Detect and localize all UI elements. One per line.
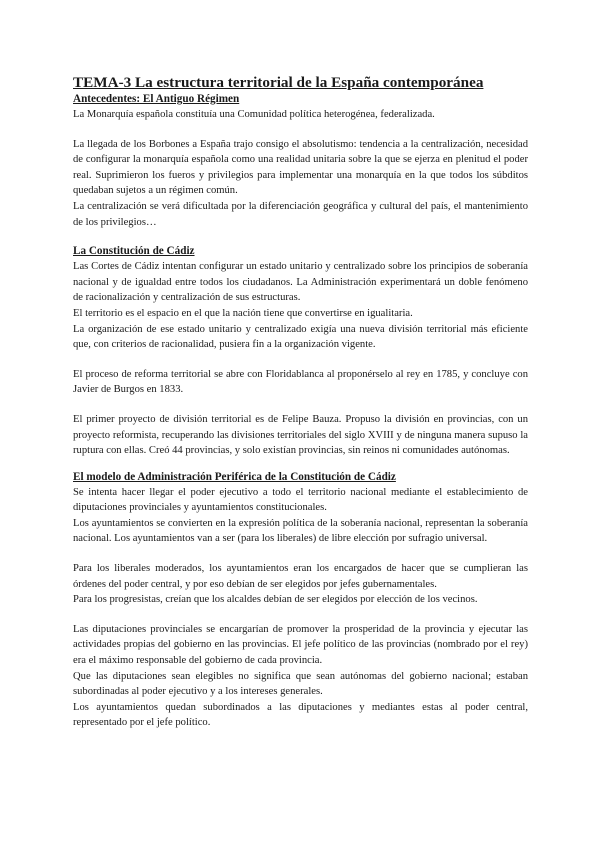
paragraph: La organización de ese estado unitario y centralizado exigía una nueva división territorial más eficiente que, con criterios de racionalidad, pusiera fin a la organización vigente. (73, 323, 528, 351)
paragraph: Para los liberales moderados, los ayuntamientos eran los encargados de hacer que se cumplieran las órdenes del poder central, y por eso debían de ser elegidos por jefes gubernamentales. (73, 563, 528, 590)
paragraph: La llegada de los Borbones a España trajo consigo el absolutismo: tendencia a la centralización, necesidad de configurar la monarquía española como una realidad unitaria sobre la que se ejerza en plenitud el poder real. Suprimieron los fueros y privilegios para implementar una monarquía en la que todos los súbditos quedaban sujetos a un régimen común. (73, 138, 528, 197)
paragraph: Las Cortes de Cádiz intentan configurar un estado unitario y centralizado sobre los principios de soberanía nacional y de igualdad entre todos los ciudadanos. La Administración experimentará un doble fenómeno de racionalización y centralización de sus estructuras. (73, 261, 528, 304)
paragraph: Los ayuntamientos se convierten en la expresión política de la soberanía nacional, representan la soberanía nacional. Los ayuntamientos van a ser (para los liberales) de libre elección por sufragio universal. (73, 517, 528, 545)
document-title: TEMA-3 La estructura territorial de la España contemporánea (73, 74, 484, 91)
paragraph: El primer proyecto de división territorial es de Felipe Bauza. Propuso la división en provincias, con un proyecto reformista, recuperando las divisiones territoriales del siglo XVIII y de ninguna manera supuso la ruptura con ellas. Creó 44 provincias, y solo existían provincias, sin reinos ni comunidades autónomas. (73, 413, 528, 457)
section-heading-constitucion-cadiz: La Constitución de Cádiz (73, 245, 195, 258)
paragraph: Que las diputaciones sean elegibles no significa que sean autónomas del gobierno nacional; estaban subordinadas al poder ejecutivo y a los intereses generales. (73, 670, 528, 698)
paragraph: Para los progresistas, creían que los alcaldes debían de ser elegidos por elección de los vecinos. (73, 594, 478, 606)
paragraph: La Monarquía española constituía una Comunidad política heterogénea, federalizada. (73, 109, 435, 120)
paragraph: Los ayuntamientos quedan subordinados a las diputaciones y mediantes estas al poder central, representado por el jefe político. (73, 701, 528, 729)
paragraph: El territorio es el espacio en el que la nación tiene que convertirse en igualitaria. (73, 307, 413, 319)
paragraph: Las diputaciones provinciales se encargarían de promover la prosperidad de la provincia y ejecutar las actividades propias del gobierno en las provincias. El jefe político de las provincias (nombrado por el rey) era el máximo responsable del gobierno de cada provincia. (73, 623, 528, 667)
paragraph: La centralización se verá dificultada por la diferenciación geográfica y cultural del país, el mantenimiento de los privilegios… (73, 200, 528, 228)
paragraph: El proceso de reforma territorial se abre con Floridablanca al proponérselo al rey en 1785, y concluye con Javier de Burgos en 1833. (73, 368, 528, 396)
section-heading-antecedentes: Antecedentes: El Antiguo Régimen (73, 93, 240, 105)
section-heading-administracion-periferica: El modelo de Administración Periférica de la Constitución de Cádiz (73, 470, 396, 483)
document-page (73, 74, 528, 731)
paragraph: Se intenta hacer llegar el poder ejecutivo a todo el territorio nacional mediante el establecimiento de diputaciones provinciales y ayuntamientos constitucionales. (73, 486, 528, 514)
